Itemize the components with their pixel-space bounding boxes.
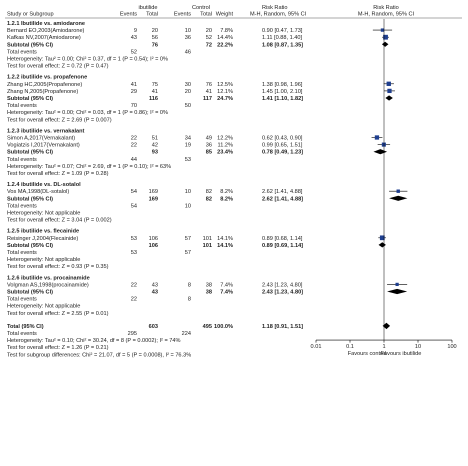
subgroup-6-study-1-ctrl-total: 38 [205, 282, 212, 289]
subgroup-3-subtotal-exp-total: 93 [151, 149, 158, 156]
x-tick-label-4: 10 [414, 344, 422, 351]
grand-heterogeneity: Heterogeneity: Tau² = 0.10; Chi² = 30.24, df = 8 (P = 0.0002); I² = 74% [7, 338, 181, 345]
subgroup-2-heterogeneity: Heterogeneity: Tau² = 0.00; Chi² = 0.03, df = 1 (P = 0.86); I² = 0% [7, 110, 169, 117]
subgroup-1-study-1-weight: 7.8% [220, 28, 233, 35]
subgroup-5-study-1-weight: 14.1% [217, 235, 233, 242]
subgroup-4-subtotal-label: Subtotal (95% CI) [7, 196, 53, 203]
subgroup-4-subtotal-exp-total: 169 [148, 196, 158, 203]
events-header-ctrl: Events [173, 11, 191, 18]
subgroup-3-study-1-ctrl-total: 49 [205, 135, 212, 142]
subgroup-4-study-1-ci: 2.62 [1.41, 4.88] [262, 189, 303, 196]
total-weight: 100.0% [214, 323, 233, 330]
subgroup-1-total-events-ctrl: 46 [184, 49, 191, 56]
subgroup-3-subtotal-label: Subtotal (95% CI) [7, 149, 53, 156]
subgroup-3-total-events-ctrl: 53 [184, 156, 191, 163]
subgroup-6-subtotal-ci: 2.43 [1.23, 4.80] [262, 289, 304, 296]
subgroup-2-subtotal-diamond [385, 95, 392, 100]
subgroup-2-study-2-ctrl-events: 20 [184, 88, 191, 95]
subgroup-5-study-1-ctrl-total: 101 [202, 235, 212, 242]
subgroup-1-overall-effect: Test for overall effect: Z = 0.72 (P = 0.47) [7, 63, 109, 70]
subgroup-1-heterogeneity: Heterogeneity: Tau² = 0.00; Chi² = 0.37, df = 1 (P = 0.54); I² = 0% [7, 56, 169, 63]
subgroup-1-total-events-exp: 52 [130, 49, 137, 56]
subgroup-4-total-events-ctrl: 10 [184, 203, 191, 210]
subgroup-3-study-1-weight: 12.2% [217, 135, 233, 142]
subgroup-5-total-events-ctrl: 57 [184, 250, 191, 256]
subgroup-1-subtotal-diamond [382, 42, 388, 47]
subgroup-1-study-1-exp-events: 9 [133, 28, 137, 35]
subgroup-6-study-1-ci: 2.43 [1.23, 4.80] [262, 282, 303, 289]
subgroup-6-total-events-label: Total events [7, 296, 37, 303]
subgroup-6-study-1-exp-total: 43 [151, 282, 158, 289]
subgroup-5-study-1-exp-total: 106 [148, 235, 158, 242]
subgroup-1-study-1-ctrl-events: 10 [184, 28, 191, 35]
subgroup-2-study-1-exp-events: 41 [130, 81, 137, 88]
subgroup-3-study-1-ctrl-events: 34 [184, 135, 191, 142]
subgroup-3-overall-effect: Test for overall effect: Z = 1.09 (P = 0.28) [7, 171, 109, 177]
subgroup-4-study-1-name: Vos MA,1998(DL-sotalol) [7, 189, 70, 196]
grand-overall-effect: Test for overall effect: Z = 1.26 (P = 0.21) [7, 345, 109, 352]
subgroup-2-title: 1.2.2 ibutilide vs. propafenone [7, 74, 88, 81]
subgroup-1-study-1-ci: 0.90 [0.47, 1.73] [262, 28, 303, 35]
total-label: Total (95% CI) [7, 323, 44, 330]
subgroup-2-study-2-exp-events: 29 [130, 88, 137, 95]
weight-header: Weight [215, 11, 233, 18]
subgroup-6-subtotal-diamond [387, 289, 407, 294]
experimental-header: ibutilide [138, 5, 158, 11]
subgroup-1-study-2-exp-total: 56 [151, 35, 158, 42]
subgroup-1-subtotal-label: Subtotal (95% CI) [7, 42, 53, 49]
rr-header-left: Risk Ratio [262, 5, 288, 11]
total-header-exp: Total [146, 11, 158, 18]
subgroup-3-study-1-name: Simon A,2017(Vernakalant) [7, 135, 76, 142]
subgroup-5-study-1-name: Reisinger J,2004(Flecainide) [7, 235, 79, 242]
subgroup-1-subtotal-ci: 1.08 [0.87, 1.35] [262, 42, 304, 49]
subgroup-1-subtotal-exp-total: 76 [151, 42, 158, 49]
subgroup-1-study-1-ctrl-total: 20 [205, 28, 212, 35]
x-tick-label-1: 0.01 [310, 344, 322, 351]
subgroup-3-study-1-exp-events: 22 [130, 135, 137, 142]
subgroup-1-total-events-label: Total events [7, 49, 37, 56]
x-tick-label-5: 100 [447, 344, 457, 351]
subgroup-4-total-events-label: Total events [7, 203, 37, 210]
total-diamond [383, 323, 390, 329]
subgroup-2-study-1-exp-total: 75 [151, 81, 158, 88]
subgroup-1-study-2-ctrl-events: 36 [184, 35, 191, 42]
subgroup-4-subtotal-ci: 2.62 [1.41, 4.88] [262, 196, 304, 203]
subgroup-4-study-1-square [397, 189, 400, 192]
subgroup-2-overall-effect: Test for overall effect: Z = 2.69 (P = 0.007) [7, 117, 112, 124]
subgroup-5-subtotal-exp-total: 106 [148, 242, 158, 249]
subgroup-5-study-1-ctrl-events: 57 [184, 235, 191, 242]
favours-control-label: Favours control [347, 351, 387, 358]
subgroup-6-study-1-square [395, 283, 398, 286]
subgroup-1-study-2-exp-events: 43 [130, 35, 137, 42]
subgroup-6-subtotal-exp-total: 43 [151, 289, 158, 296]
rr-header-right: Risk Ratio [373, 5, 399, 11]
subgroup-3-title: 1.2.3 ibutilide vs. vernakalant [7, 128, 85, 135]
subgroup-1-title: 1.2.1 Ibutilide vs. amiodarone [7, 21, 86, 27]
total-header-ctrl: Total [200, 11, 212, 18]
grand-total-events-label: Total events [7, 331, 37, 337]
subgroup-1-study-1-exp-total: 20 [151, 28, 158, 35]
subgroup-6-subtotal-ctrl-total: 38 [205, 289, 212, 296]
subgroup-2-subtotal-ci: 1.41 [1.10, 1.82] [262, 96, 304, 102]
subgroup-4-subtotal-ctrl-total: 82 [205, 196, 212, 203]
subgroup-5-subtotal-weight: 14.1% [217, 242, 233, 249]
subgroup-5-subtotal-ci: 0.89 [0.69, 1.14] [262, 242, 304, 249]
subgroup-5-heterogeneity: Heterogeneity: Not applicable [7, 257, 81, 264]
subgroup-3-subtotal-weight: 23.4% [217, 149, 233, 156]
subgroup-2-study-1-name: Zhang HC,2005(Propafenone) [7, 81, 83, 88]
subgroup-2-study-2-name: Zhang N,2005(Propafenone) [7, 88, 79, 95]
subgroup-2-study-2-ci: 1.45 [1.00, 2.10] [262, 88, 303, 95]
subgroup-5-subtotal-ctrl-total: 101 [202, 242, 212, 249]
subgroup-3-total-events-label: Total events [7, 156, 37, 163]
subgroup-2-study-2-weight: 12.1% [217, 88, 233, 95]
subgroup-3-study-2-exp-events: 22 [130, 142, 137, 149]
subgroup-5-total-events-label: Total events [7, 250, 37, 256]
subgroup-3-study-2-name: Vogiatzis I,2017(Vernakalant) [7, 142, 80, 149]
subgroup-6-total-events-ctrl: 8 [187, 296, 191, 303]
subgroup-5-title: 1.2.5 ibutilide vs. flecainide [7, 228, 80, 235]
subgroup-3-study-1-square [375, 135, 379, 139]
subgroup-2-study-1-weight: 12.5% [217, 81, 233, 88]
subgroup-2-study-2-square [387, 89, 391, 93]
subgroup-1-study-2-ci: 1.11 [0.88, 1.40] [262, 35, 303, 42]
subgroup-6-subtotal-label: Subtotal (95% CI) [7, 289, 53, 296]
subgroup-3-study-2-ctrl-events: 19 [184, 142, 191, 149]
subgroup-3-subtotal-diamond [373, 149, 387, 154]
subgroup-6-study-1-ctrl-events: 8 [187, 282, 191, 289]
subgroup-4-study-1-exp-events: 54 [130, 189, 137, 196]
subgroup-5-subtotal-diamond [379, 242, 386, 247]
subgroup-1-study-1-square [381, 28, 384, 31]
subgroup-3-study-2-exp-total: 42 [151, 142, 158, 149]
subgroup-1-subtotal-ctrl-total: 72 [205, 42, 212, 49]
subgroup-2-study-2-ctrl-total: 41 [205, 88, 212, 95]
subgroup-6-overall-effect: Test for overall effect: Z = 2.55 (P = 0.01) [7, 310, 109, 317]
subgroup-1-study-2-weight: 14.4% [217, 35, 233, 42]
total-exp-total: 603 [148, 323, 158, 330]
subgroup-4-study-1-weight: 8.2% [220, 189, 233, 196]
subgroup-4-total-events-exp: 54 [130, 203, 137, 210]
subgroup-5-total-events-exp: 53 [130, 250, 137, 256]
rr-subheader-right: M-H, Random, 95% CI [357, 11, 415, 18]
subgroup-2-study-1-square [387, 82, 391, 86]
subgroup-3-study-2-ctrl-total: 36 [205, 142, 212, 149]
subgroup-4-study-1-ctrl-events: 10 [184, 189, 191, 196]
grand-total-events-exp: 295 [127, 331, 137, 337]
subgroup-2-subtotal-exp-total: 116 [148, 96, 158, 102]
subgroup-2-subtotal-weight: 24.7% [217, 96, 233, 102]
study-header: Study or Subgroup [7, 11, 54, 18]
subgroup-2-study-1-ci: 1.38 [0.98, 1.96] [262, 81, 303, 88]
subgroup-5-study-1-exp-events: 53 [130, 235, 137, 242]
subgroup-4-study-1-ctrl-total: 82 [205, 189, 212, 196]
subgroup-6-title: 1.2.6 ibutilide vs. procainamide [7, 275, 90, 282]
subgroup-2-subtotal-ctrl-total: 117 [202, 96, 212, 102]
subgroup-differences: Test for subgroup differences: Chi² = 21.07, df = 5 (P = 0.0008), I² = 76.3% [7, 352, 192, 359]
subgroup-4-study-1-exp-total: 169 [148, 189, 158, 196]
subgroup-3-subtotal-ci: 0.78 [0.49, 1.23] [262, 149, 304, 156]
subgroup-4-heterogeneity: Heterogeneity: Not applicable [7, 210, 81, 217]
subgroup-2-study-2-exp-total: 41 [151, 88, 158, 95]
total-ci: 1.18 [0.91, 1.51] [262, 323, 304, 330]
subgroup-6-total-events-exp: 22 [130, 296, 137, 303]
subgroup-5-study-1-ci: 0.89 [0.68, 1.14] [262, 235, 303, 242]
subgroup-2-total-events-ctrl: 50 [184, 103, 191, 110]
subgroup-6-study-1-name: Volgman AS,1998(procainamide) [7, 282, 89, 289]
subgroup-3-total-events-exp: 44 [130, 156, 137, 163]
subgroup-6-study-1-exp-events: 22 [130, 282, 137, 289]
subgroup-1-study-2-ctrl-total: 52 [205, 35, 212, 42]
subgroup-4-subtotal-weight: 8.2% [220, 196, 233, 203]
subgroup-5-overall-effect: Test for overall effect: Z = 0.93 (P = 0.35) [7, 264, 109, 271]
subgroup-2-study-1-ctrl-total: 76 [205, 81, 212, 88]
grand-total-events-ctrl: 224 [181, 331, 191, 337]
subgroup-3-heterogeneity: Heterogeneity: Tau² = 0.07; Chi² = 2.69, df = 1 (P = 0.10); I² = 63% [7, 163, 172, 170]
x-tick-label-2: 0.1 [346, 344, 354, 351]
x-tick-label-3: 1 [382, 344, 386, 351]
subgroup-1-subtotal-weight: 22.2% [217, 42, 233, 49]
subgroup-6-subtotal-weight: 7.4% [220, 289, 233, 296]
subgroup-4-title: 1.2.4 ibutilide vs. DL-sotalol [7, 182, 81, 189]
subgroup-3-subtotal-ctrl-total: 85 [205, 149, 212, 156]
subgroup-3-study-1-exp-total: 51 [151, 135, 158, 142]
total-ctrl-total: 495 [202, 323, 212, 330]
control-header: Control [191, 5, 211, 11]
subgroup-6-heterogeneity: Heterogeneity: Not applicable [7, 303, 81, 310]
subgroup-4-overall-effect: Test for overall effect: Z = 3.04 (P = 0.002) [7, 217, 112, 224]
subgroup-6-study-1-weight: 7.4% [220, 282, 233, 289]
subgroup-3-study-2-ci: 0.99 [0.65, 1.51] [262, 142, 303, 149]
subgroup-2-subtotal-label: Subtotal (95% CI) [7, 96, 53, 102]
favours-ibutilide-label: Favours ibutilide [380, 351, 422, 358]
subgroup-1-study-2-name: Kafkas NV,2007(Amiodarone) [7, 35, 81, 42]
subgroup-1-study-1-name: Bernard EO,2003(Amiodarone) [7, 28, 85, 35]
subgroup-3-study-1-ci: 0.62 [0.43, 0.90] [262, 135, 303, 142]
subgroup-3-study-2-weight: 11.2% [217, 142, 233, 149]
events-header-exp: Events [119, 11, 137, 18]
subgroup-2-study-1-ctrl-events: 30 [184, 81, 191, 88]
subgroup-2-total-events-label: Total events [7, 103, 37, 110]
subgroup-5-subtotal-label: Subtotal (95% CI) [7, 242, 53, 249]
subgroup-2-total-events-exp: 70 [130, 103, 137, 110]
rr-subheader-left: M-H, Random, 95% CI [250, 11, 307, 18]
subgroup-4-subtotal-diamond [389, 196, 407, 201]
